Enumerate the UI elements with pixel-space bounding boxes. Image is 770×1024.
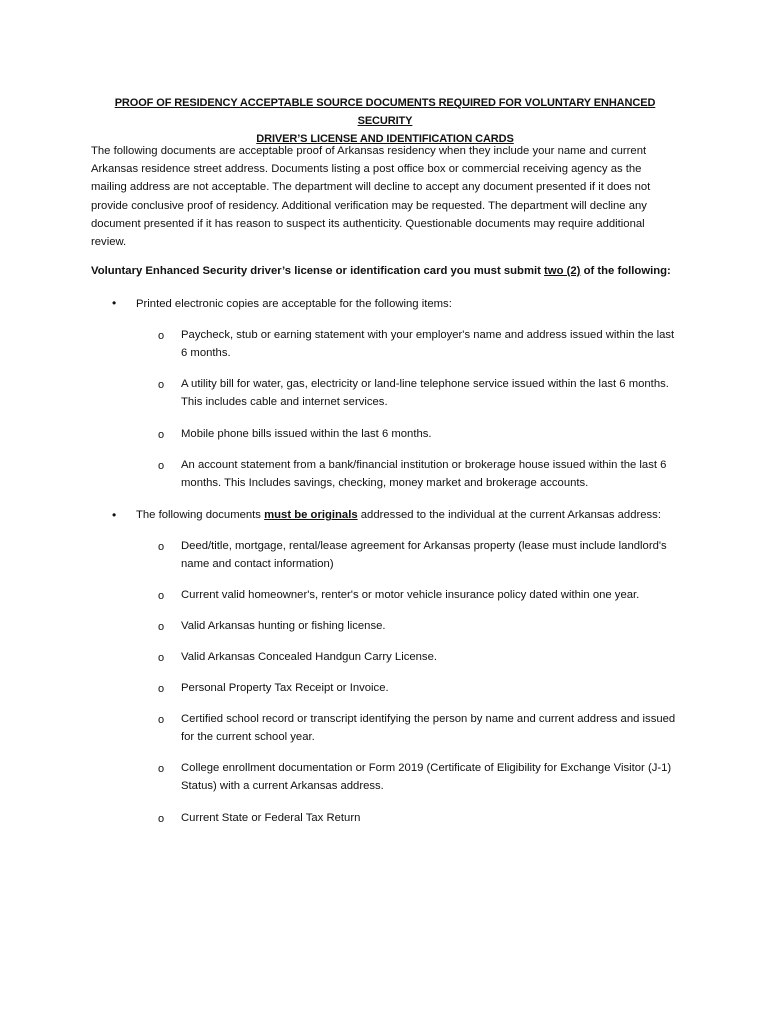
title-line-1: PROOF OF RESIDENCY ACCEPTABLE SOURCE DOCUMENTS REQUIRED FOR VOLUNTARY ENHANCED SECURITY [114,97,656,127]
section-1-item: Paycheck, stub or earning statement with your employer's name and address issued within the last 6 months. [181,329,675,360]
requirement-statement [91,262,676,280]
sub-bullet-icon: o [158,652,165,664]
document-title [88,94,682,148]
section-2-item: Deed/title, mortgage, rental/lease agreement for Arkansas property (lease must include landlord's name and contact information) [181,540,667,571]
section-2-label-before: The following documents [136,509,265,521]
requirement-count: two (2) [544,265,581,277]
section-1-item: An account statement from a bank/financial institution or brokerage house issued within the last 6 months. This Includes savings, checking, money market and brokerage accounts. [181,459,667,490]
requirement-text-after: of the following: [580,265,671,277]
sub-bullet-icon: o [158,429,165,441]
section-2-item: College enrollment documentation or Form 2019 (Certificate of Eligibility for Exchange Visitor (J-1) Status) with a current Arkansas address. [181,762,672,793]
section-1-label: Printed electronic copies are acceptable for the following items: [136,298,452,310]
bullet-icon: • [112,508,117,522]
title-line-2: DRIVER’S LICENSE AND IDENTIFICATION CARDS [256,133,514,145]
sub-bullet-icon: o [158,683,165,695]
sub-bullet-icon: o [158,813,165,825]
section-2-item: Current valid homeowner's, renter's or motor vehicle insurance policy dated within one year. [181,589,640,601]
section-2-item: Certified school record or transcript identifying the person by name and current address and issued for the current school year. [181,713,676,744]
section-2-label [136,506,681,524]
sub-bullet-icon: o [158,621,165,633]
section-2-item: Valid Arkansas hunting or fishing license. [181,620,386,632]
section-2-item: Personal Property Tax Receipt or Invoice. [181,682,389,694]
section-2-item: Current State or Federal Tax Return [181,812,361,824]
section-1-item: Mobile phone bills issued within the last 6 months. [181,428,432,440]
section-2-item: Valid Arkansas Concealed Handgun Carry License. [181,651,437,663]
sub-bullet-icon: o [158,541,165,553]
section-1-item: A utility bill for water, gas, electricity or land-line telephone service issued within the last 6 months. This includes cable and internet services. [181,378,669,409]
section-2-label-after: addressed to the individual at the current Arkansas address: [357,509,661,521]
section-2-label-emphasis: must be originals [264,509,358,521]
sub-bullet-icon: o [158,590,165,602]
sub-bullet-icon: o [158,379,165,391]
sub-bullet-icon: o [158,330,165,342]
sub-bullet-icon: o [158,460,165,472]
bullet-icon: • [112,296,117,310]
intro-paragraph: The following documents are acceptable proof of Arkansas residency when they include your name and current Arkansas residence street address. Documents listing a post office box or commercial receiving agency as the mailing address are not acceptable. The department will decline to accept any document presented if it does not provide conclusive proof of residency. Additional verification may be requested. The department will decline any document presented if it has reason to suspect its authenticity. Questionable documents may require additional review. [91,145,651,249]
sub-bullet-icon: o [158,714,165,726]
requirement-text-before: Voluntary Enhanced Security driver’s license or identification card you must submit [91,265,545,277]
sub-bullet-icon: o [158,763,165,775]
